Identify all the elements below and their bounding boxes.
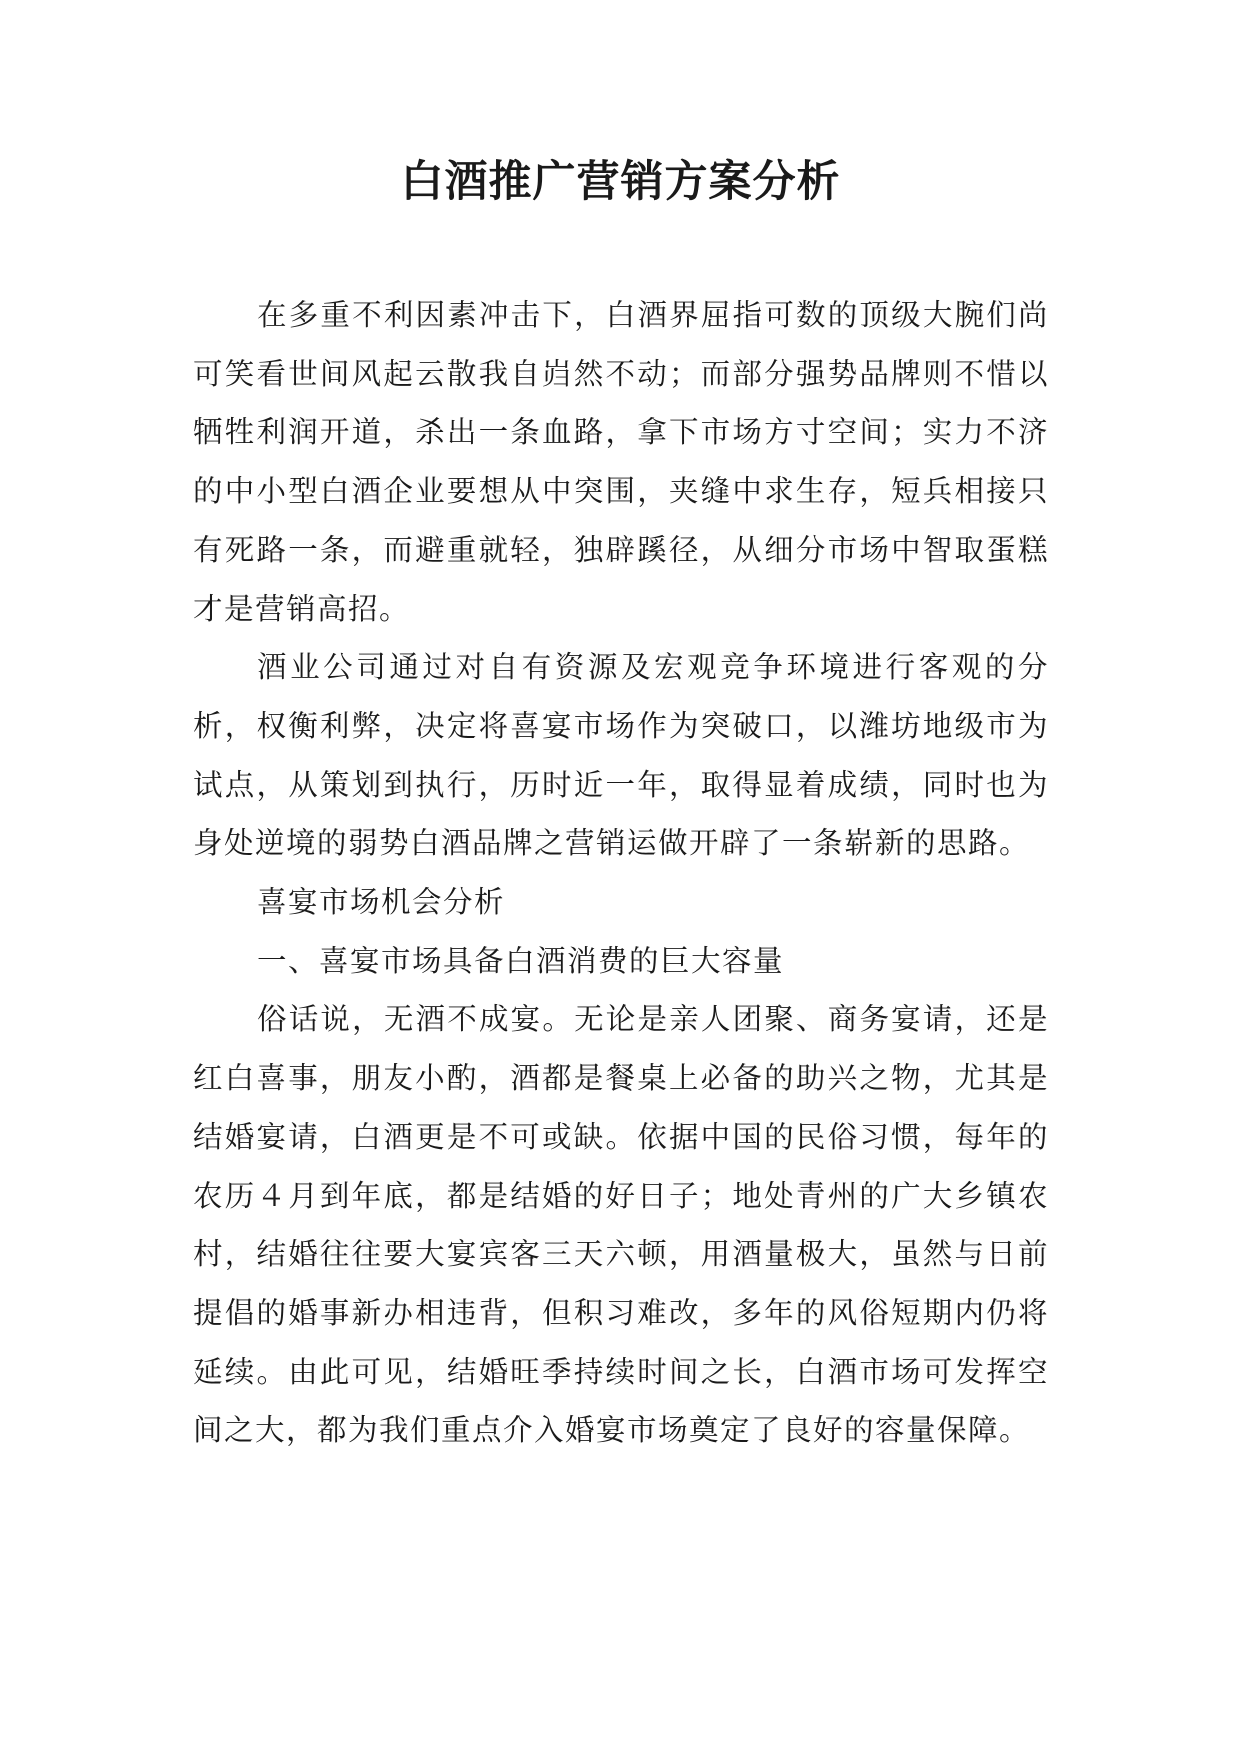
paragraph-intro: 在多重不利因素冲击下，白酒界屈指可数的顶级大腕们尚可笑看世间风起云散我自岿然不动；而部分强势品牌则不惜以牺牲利润开道，杀出一条血路，拿下市场方寸空间；实力不济的中小型白酒企业要想从中突围，夹缝中求生存，短兵相接只有死路一条，而避重就轻，独辟蹊径，从细分市场中智取蛋糕才是营销高招。	[193, 298, 1049, 626]
paragraph-market-capacity: 俗话说，无酒不成宴。无论是亲人团聚、商务宴请，还是红白喜事，朋友小酌，酒都是餐桌上必备的助兴之物，尤其是结婚宴请，白酒更是不可或缺。依据中国的民俗习惯，每年的农历４月到年底，都是结婚的好日子；地处青州的广大乡镇农村，结婚往往要大宴宾客三天六顿，用酒量极大，虽然与日前提倡的婚事新办相违背，但积习难改，多年的风俗短期内仍将延续。由此可见，结婚旺季持续时间之长，白酒市场可发挥空间之大，都为我们重点介入婚宴市场奠定了良好的容量保障。	[193, 1002, 1049, 1448]
section-heading: 喜宴市场机会分析	[257, 885, 506, 920]
document-title: 白酒推广营销方案分析	[400, 157, 841, 207]
document-body	[193, 286, 1049, 1460]
subsection-heading: 一、喜宴市场具备白酒消费的巨大容量	[257, 943, 785, 978]
paragraph-company-decision: 酒业公司通过对自有资源及宏观竞争环境进行客观的分析，权衡利弊，决定将喜宴市场作为突破口，以潍坊地级市为试点，从策划到执行，历时近一年，取得显着成绩，同时也为身处逆境的弱势白酒品牌之营销运做开辟了一条崭新的思路。	[193, 650, 1049, 861]
